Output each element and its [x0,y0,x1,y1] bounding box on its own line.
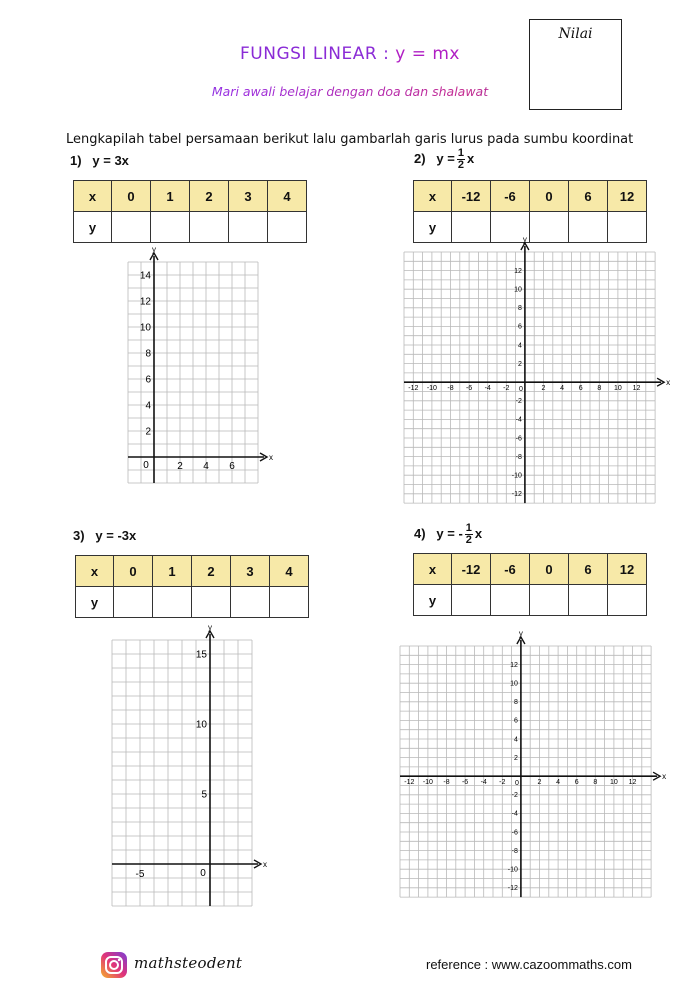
table-cell: 2 [192,556,231,587]
x-axis-label: x [662,772,667,782]
x-tick-label: 2 [537,779,542,787]
y-tick-label: -6 [511,829,518,837]
question-1-label [70,153,129,168]
y-tick-label: -12 [511,491,522,499]
title-equation: y = mx [395,44,460,64]
table-cell: 1 [153,556,192,587]
value-table-1 [73,180,307,243]
answer-cell[interactable] [268,212,307,243]
table-cell: 4 [268,181,307,212]
y-tick-label: -12 [507,885,518,893]
y-tick-label: 8 [517,305,522,313]
question-4-label [414,523,482,546]
fraction [457,148,465,171]
fraction-denominator: 2 [457,159,464,171]
origin-label: 0 [200,868,206,879]
x-tick-label: -6 [465,385,473,393]
reference-text: reference : www.cazoommaths.com [426,957,632,972]
coordinate-grid-1[interactable] [128,245,273,490]
answer-cell[interactable] [608,585,647,616]
answer-cell[interactable] [452,212,491,243]
value-table-2 [413,180,647,243]
x-axis-label: x [666,378,671,388]
x-tick-label: -5 [135,869,145,880]
answer-cell[interactable] [229,212,268,243]
answer-cell[interactable] [190,212,229,243]
x-tick-label: 8 [593,779,598,787]
answer-cell[interactable] [114,587,153,618]
x-tick-label: -4 [484,385,491,393]
y-tick-label: -6 [515,435,522,443]
value-table-4 [413,553,647,616]
value-table-3 [75,555,309,618]
fraction [465,523,473,546]
origin-label: 0 [518,386,523,394]
table-cell: 0 [530,181,569,212]
x-tick-label: 6 [229,461,235,472]
x-axis-label: x [263,860,267,869]
y-axis-label: y [518,629,523,638]
y-tick-label: 6 [513,717,518,725]
y-tick-label: -8 [511,847,518,855]
table-cell: x [414,554,452,585]
x-tick-label: 6 [578,385,583,393]
coordinate-grid-4[interactable] [400,629,667,908]
x-tick-label: -2 [499,779,506,787]
answer-cell[interactable] [491,585,530,616]
y-tick-label: 2 [513,754,518,762]
y-tick-label: -4 [515,416,522,424]
question-number: 2) [414,150,426,166]
table-cell: 3 [229,181,268,212]
y-tick-label: 14 [139,270,151,282]
table-cell: y [414,585,452,616]
answer-cell[interactable] [192,587,231,618]
x-tick-label: -8 [443,779,450,787]
table-cell: x [76,556,114,587]
y-tick-label: -2 [511,792,518,800]
origin-label: 0 [514,780,519,788]
question-equation: y = [436,150,455,166]
fraction-denominator: 2 [465,534,472,546]
fraction-numerator: 1 [465,522,472,534]
y-axis-label: y [522,235,527,244]
instagram-icon [100,951,128,979]
x-tick-label: 8 [597,385,602,393]
table-cell: x [74,181,112,212]
x-tick-label: 12 [632,385,641,393]
instruction-text: Lengkapilah tabel persamaan berikut lalu gambarlah garis lurus pada sumbu koordinat [66,132,634,147]
answer-cell[interactable] [569,585,608,616]
table-cell: y [74,212,112,243]
y-tick-label: 6 [517,323,522,331]
origin-label: 0 [143,460,149,471]
table-cell: 2 [190,181,229,212]
table-cell: 0 [530,554,569,585]
table-cell: -12 [452,181,491,212]
table-cell: -6 [491,554,530,585]
y-tick-label: 12 [510,661,518,669]
answer-cell[interactable] [151,212,190,243]
answer-cell[interactable] [452,585,491,616]
y-axis-label: y [152,245,156,254]
question-variable: x [466,150,475,166]
page-title [0,44,700,64]
table-cell: 4 [270,556,309,587]
y-tick-label: -10 [511,472,522,480]
y-tick-label: 15 [195,649,207,661]
x-tick-label: -6 [461,779,469,787]
title-prefix: FUNGSI LINEAR : [240,44,396,64]
x-tick-label: -10 [426,385,437,393]
x-tick-label: 2 [177,461,183,472]
x-tick-label: -10 [422,779,433,787]
table-cell: 12 [608,181,647,212]
coordinate-grid-2[interactable] [404,235,671,506]
y-tick-label: 8 [145,348,151,360]
question-3-label [73,528,136,543]
question-number: 1) [70,153,82,168]
y-tick-label: 10 [514,286,522,294]
x-tick-label: -12 [408,385,419,393]
answer-cell[interactable] [530,212,569,243]
y-tick-label: 2 [517,360,522,368]
y-tick-label: 4 [145,400,151,412]
x-tick-label: -4 [480,779,487,787]
answer-cell[interactable] [530,585,569,616]
table-cell: 6 [569,554,608,585]
y-tick-label: 10 [139,322,151,334]
y-tick-label: -4 [511,810,518,818]
table-cell: 3 [231,556,270,587]
x-tick-label: 2 [541,385,546,393]
y-tick-label: 12 [514,267,522,275]
answer-cell[interactable] [112,212,151,243]
coordinate-grid-3[interactable] [112,623,267,906]
x-tick-label: 10 [610,779,618,787]
answer-cell[interactable] [608,212,647,243]
table-cell: -6 [491,181,530,212]
x-axis-label: x [269,453,273,462]
table-cell: 6 [569,181,608,212]
table-cell: y [76,587,114,618]
question-equation: y = 3x [92,153,129,168]
subtitle: Mari awali belajar dengan doa dan shalawat [0,84,700,99]
table-cell: 0 [114,556,153,587]
y-tick-label: -8 [515,453,522,461]
answer-cell[interactable] [153,587,192,618]
y-tick-label: 2 [145,426,151,438]
question-equation: y = -3x [95,528,137,543]
x-tick-label: 12 [628,779,637,787]
y-tick-label: 10 [510,680,518,688]
answer-cell[interactable] [231,587,270,618]
table-cell: 1 [151,181,190,212]
table-cell: x [414,181,452,212]
brand-name: mathsteodent [134,954,243,972]
y-tick-label: -2 [515,398,522,406]
y-tick-label: 8 [513,699,518,707]
y-tick-label: 6 [145,374,151,386]
question-variable: x [474,525,483,541]
x-tick-label: 4 [556,779,561,787]
y-tick-label: -10 [507,866,518,874]
y-tick-label: 4 [517,342,522,350]
question-number: 4) [414,525,426,541]
x-tick-label: 4 [203,461,209,472]
x-tick-label: 10 [614,385,622,393]
x-tick-label: -8 [447,385,454,393]
x-tick-label: 4 [560,385,565,393]
x-tick-label: 6 [574,779,579,787]
question-number: 3) [73,528,85,543]
y-tick-label: 10 [195,719,207,731]
table-cell: 0 [112,181,151,212]
fraction-numerator: 1 [457,147,464,159]
y-tick-label: 12 [139,296,151,308]
x-tick-label: -2 [503,385,510,393]
y-tick-label: 5 [201,789,207,801]
score-label: Nilai [558,26,593,42]
question-2-label [414,148,474,171]
answer-cell[interactable] [270,587,309,618]
x-tick-label: -12 [404,779,415,787]
y-axis-label: y [208,623,212,632]
question-equation: y = - [436,525,463,541]
table-cell: 12 [608,554,647,585]
table-cell: -12 [452,554,491,585]
y-tick-label: 4 [513,736,518,744]
answer-cell[interactable] [569,212,608,243]
table-cell: y [414,212,452,243]
